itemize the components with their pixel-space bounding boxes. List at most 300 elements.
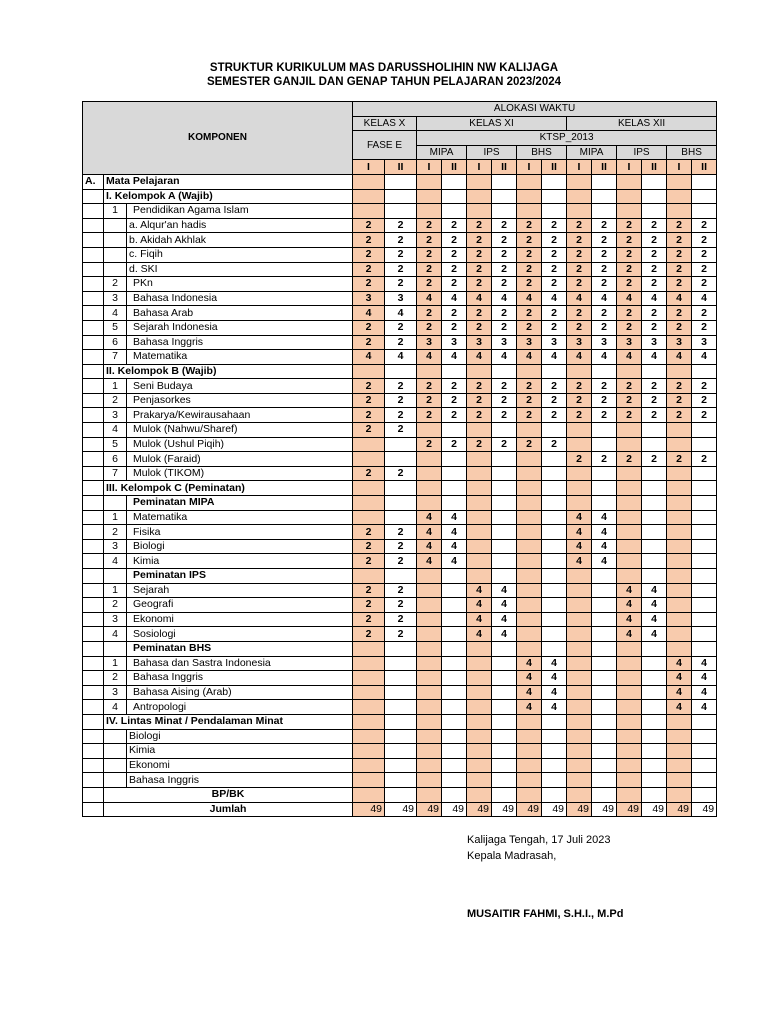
- value-cell: [692, 554, 717, 569]
- table-row: [83, 758, 717, 773]
- value-cell: 2: [467, 277, 492, 292]
- value-cell: 4: [592, 510, 617, 525]
- value-cell: 2: [667, 277, 692, 292]
- value-cell: 4: [417, 554, 442, 569]
- value-cell: 2: [353, 233, 385, 248]
- value-cell: 2: [667, 233, 692, 248]
- value-cell: [542, 525, 567, 540]
- value-cell: 2: [542, 408, 567, 423]
- value-cell: 2: [617, 320, 642, 335]
- value-cell: 2: [385, 525, 417, 540]
- row-spacer: [83, 685, 104, 700]
- jumlah-value: 49: [567, 802, 592, 817]
- value-cell: [567, 583, 592, 598]
- value-cell: [353, 204, 385, 219]
- value-cell: [442, 598, 467, 613]
- value-cell: 2: [692, 233, 717, 248]
- value-cell: 2: [467, 393, 492, 408]
- value-cell: 2: [385, 335, 417, 350]
- value-cell: [567, 641, 592, 656]
- value-cell: [592, 656, 617, 671]
- value-cell: 2: [385, 554, 417, 569]
- value-cell: [492, 758, 517, 773]
- value-cell: [467, 466, 492, 481]
- value-cell: 2: [385, 247, 417, 262]
- value-cell: 2: [385, 233, 417, 248]
- value-cell: [617, 714, 642, 729]
- row-number: 1: [104, 583, 127, 598]
- row-number: 4: [104, 700, 127, 715]
- value-cell: [692, 189, 717, 204]
- row-spacer: [83, 525, 104, 540]
- value-cell: 2: [642, 233, 667, 248]
- value-cell: 2: [517, 393, 542, 408]
- value-cell: [442, 204, 467, 219]
- value-cell: 4: [567, 350, 592, 365]
- value-cell: [417, 174, 442, 189]
- value-cell: 2: [567, 379, 592, 394]
- value-cell: [385, 452, 417, 467]
- jumlah-value: 49: [417, 802, 442, 817]
- value-cell: [542, 481, 567, 496]
- kelas-xi-header: KELAS XI: [417, 116, 567, 131]
- row-spacer: [83, 583, 104, 598]
- value-cell: [385, 700, 417, 715]
- value-cell: 2: [385, 277, 417, 292]
- row-number: [104, 218, 127, 233]
- value-cell: [692, 641, 717, 656]
- value-cell: [692, 758, 717, 773]
- value-cell: 2: [385, 539, 417, 554]
- jumlah-value: 49: [667, 802, 692, 817]
- value-cell: [492, 189, 517, 204]
- value-cell: 3: [617, 335, 642, 350]
- table-row: [83, 481, 717, 496]
- value-cell: [492, 656, 517, 671]
- value-cell: [442, 700, 467, 715]
- value-cell: [692, 204, 717, 219]
- value-cell: 4: [417, 350, 442, 365]
- row-spacer: [83, 408, 104, 423]
- row-number: 2: [104, 393, 127, 408]
- value-cell: [442, 729, 467, 744]
- value-cell: [642, 204, 667, 219]
- value-cell: 2: [467, 247, 492, 262]
- value-cell: 4: [592, 291, 617, 306]
- value-cell: 4: [492, 583, 517, 598]
- value-cell: 4: [592, 554, 617, 569]
- table-row: [83, 773, 717, 788]
- value-cell: [353, 773, 385, 788]
- value-cell: 2: [517, 218, 542, 233]
- value-cell: 2: [592, 218, 617, 233]
- value-cell: [692, 773, 717, 788]
- jumlah-value: 49: [692, 802, 717, 817]
- value-cell: 2: [353, 525, 385, 540]
- value-cell: [492, 452, 517, 467]
- value-cell: [617, 700, 642, 715]
- value-cell: 4: [692, 671, 717, 686]
- value-cell: [617, 364, 642, 379]
- program-header: IPS: [467, 145, 517, 160]
- value-cell: 2: [442, 262, 467, 277]
- value-cell: [385, 189, 417, 204]
- table-row: [83, 641, 717, 656]
- value-cell: [442, 466, 467, 481]
- value-cell: [567, 744, 592, 759]
- row-spacer: [83, 496, 104, 511]
- value-cell: [467, 496, 492, 511]
- value-cell: [385, 204, 417, 219]
- row-number: 3: [104, 612, 127, 627]
- row-label: Mulok (Ushul Piqih): [127, 437, 353, 452]
- value-cell: 4: [617, 612, 642, 627]
- value-cell: [617, 189, 642, 204]
- curriculum-table: [82, 101, 717, 817]
- value-cell: [642, 496, 667, 511]
- value-cell: 4: [442, 539, 467, 554]
- row-spacer: [83, 320, 104, 335]
- value-cell: [617, 773, 642, 788]
- value-cell: 3: [667, 335, 692, 350]
- value-cell: [642, 700, 667, 715]
- row-label: II. Kelompok B (Wajib): [104, 364, 353, 379]
- value-cell: 4: [667, 291, 692, 306]
- value-cell: [492, 525, 517, 540]
- value-cell: 2: [353, 612, 385, 627]
- value-cell: [592, 773, 617, 788]
- value-cell: [617, 525, 642, 540]
- value-cell: 2: [592, 247, 617, 262]
- value-cell: [517, 525, 542, 540]
- value-cell: 4: [642, 583, 667, 598]
- value-cell: 2: [542, 247, 567, 262]
- semester-header: I: [567, 160, 592, 175]
- value-cell: [353, 452, 385, 467]
- row-label: Antropologi: [127, 700, 353, 715]
- value-cell: [517, 627, 542, 642]
- value-cell: [442, 569, 467, 584]
- row-number: 2: [104, 525, 127, 540]
- value-cell: [492, 671, 517, 686]
- value-cell: [642, 714, 667, 729]
- value-cell: 2: [517, 379, 542, 394]
- value-cell: [592, 174, 617, 189]
- value-cell: [592, 729, 617, 744]
- row-number: 3: [104, 408, 127, 423]
- value-cell: [442, 189, 467, 204]
- value-cell: 2: [567, 218, 592, 233]
- value-cell: 2: [592, 262, 617, 277]
- value-cell: [542, 627, 567, 642]
- value-cell: [467, 641, 492, 656]
- value-cell: 2: [353, 393, 385, 408]
- value-cell: [417, 364, 442, 379]
- row-label: Mulok (TIKOM): [127, 466, 353, 481]
- table-row: [83, 671, 717, 686]
- value-cell: [517, 466, 542, 481]
- value-cell: [617, 569, 642, 584]
- value-cell: 4: [385, 350, 417, 365]
- row-label: Mata Pelajaran: [104, 174, 353, 189]
- value-cell: 2: [642, 277, 667, 292]
- value-cell: [542, 787, 567, 802]
- row-spacer: [83, 744, 104, 759]
- row-label: IV. Lintas Minat / Pendalaman Minat: [104, 714, 353, 729]
- value-cell: 4: [567, 554, 592, 569]
- value-cell: [467, 744, 492, 759]
- value-cell: [417, 496, 442, 511]
- value-cell: 4: [617, 583, 642, 598]
- value-cell: [567, 773, 592, 788]
- value-cell: [692, 423, 717, 438]
- value-cell: 2: [617, 452, 642, 467]
- value-cell: [353, 481, 385, 496]
- value-cell: [467, 758, 492, 773]
- value-cell: [617, 744, 642, 759]
- value-cell: 2: [442, 320, 467, 335]
- value-cell: [467, 539, 492, 554]
- value-cell: [617, 729, 642, 744]
- value-cell: 4: [617, 598, 642, 613]
- row-label: Kimia: [127, 744, 353, 759]
- value-cell: [417, 729, 442, 744]
- value-cell: [617, 174, 642, 189]
- value-cell: [542, 569, 567, 584]
- jumlah-value: 49: [542, 802, 567, 817]
- semester-header: II: [692, 160, 717, 175]
- value-cell: 4: [517, 291, 542, 306]
- value-cell: 4: [642, 350, 667, 365]
- row-spacer: [83, 277, 104, 292]
- value-cell: [617, 481, 642, 496]
- value-cell: 2: [353, 320, 385, 335]
- value-cell: [417, 787, 442, 802]
- row-label: Bahasa Arab: [127, 306, 353, 321]
- value-cell: [385, 729, 417, 744]
- value-cell: 4: [467, 583, 492, 598]
- value-cell: [417, 423, 442, 438]
- value-cell: 2: [492, 233, 517, 248]
- row-label: Mulok (Nahwu/Sharef): [127, 423, 353, 438]
- value-cell: [467, 714, 492, 729]
- value-cell: [467, 423, 492, 438]
- alokasi-header: ALOKASI WAKTU: [353, 102, 717, 117]
- value-cell: 2: [417, 437, 442, 452]
- value-cell: [667, 787, 692, 802]
- row-label: Peminatan BHS: [127, 641, 353, 656]
- value-cell: 2: [467, 218, 492, 233]
- value-cell: 2: [667, 320, 692, 335]
- value-cell: [567, 437, 592, 452]
- value-cell: 4: [492, 598, 517, 613]
- value-cell: 2: [567, 320, 592, 335]
- value-cell: [542, 204, 567, 219]
- row-spacer: [83, 423, 104, 438]
- value-cell: 2: [617, 262, 642, 277]
- value-cell: [417, 773, 442, 788]
- value-cell: 2: [385, 218, 417, 233]
- value-cell: [642, 656, 667, 671]
- jumlah-value: 49: [442, 802, 467, 817]
- value-cell: 4: [592, 525, 617, 540]
- value-cell: 2: [442, 233, 467, 248]
- row-number: 1: [104, 379, 127, 394]
- value-cell: [385, 714, 417, 729]
- value-cell: 4: [567, 525, 592, 540]
- semester-header: I: [467, 160, 492, 175]
- value-cell: [353, 496, 385, 511]
- row-spacer: [83, 627, 104, 642]
- value-cell: 2: [417, 320, 442, 335]
- value-cell: 2: [467, 320, 492, 335]
- value-cell: 4: [642, 291, 667, 306]
- value-cell: [667, 569, 692, 584]
- value-cell: 2: [385, 423, 417, 438]
- semester-header: II: [592, 160, 617, 175]
- value-cell: [517, 481, 542, 496]
- value-cell: 2: [417, 277, 442, 292]
- value-cell: [542, 189, 567, 204]
- value-cell: 4: [353, 350, 385, 365]
- value-cell: 2: [667, 247, 692, 262]
- value-cell: [492, 714, 517, 729]
- jumlah-value: 49: [592, 802, 617, 817]
- value-cell: 4: [642, 612, 667, 627]
- value-cell: [667, 627, 692, 642]
- table-row: [83, 350, 717, 365]
- row-number: 2: [104, 277, 127, 292]
- value-cell: [567, 729, 592, 744]
- value-cell: 4: [542, 350, 567, 365]
- value-cell: [592, 423, 617, 438]
- value-cell: 2: [667, 306, 692, 321]
- value-cell: 2: [442, 393, 467, 408]
- value-cell: [353, 437, 385, 452]
- document-title: STRUKTUR KURIKULUM MAS DARUSSHOLIHIN NW KALIJAGA: [209, 62, 559, 74]
- row-label: c. Fiqih: [127, 247, 353, 262]
- row-label: Peminatan IPS: [127, 569, 353, 584]
- row-number: 4: [104, 423, 127, 438]
- row-label: a. Alqur'an hadis: [127, 218, 353, 233]
- value-cell: 2: [492, 393, 517, 408]
- value-cell: [417, 758, 442, 773]
- value-cell: 2: [442, 408, 467, 423]
- value-cell: [567, 364, 592, 379]
- value-cell: [385, 510, 417, 525]
- value-cell: 2: [692, 306, 717, 321]
- value-cell: [442, 481, 467, 496]
- value-cell: [442, 423, 467, 438]
- row-spacer: [83, 452, 104, 467]
- value-cell: [417, 583, 442, 598]
- value-cell: 2: [692, 262, 717, 277]
- row-spacer: [83, 539, 104, 554]
- value-cell: [592, 714, 617, 729]
- value-cell: 2: [442, 218, 467, 233]
- table-row: [83, 569, 717, 584]
- value-cell: [592, 189, 617, 204]
- value-cell: 2: [692, 452, 717, 467]
- value-cell: 4: [642, 627, 667, 642]
- value-cell: [492, 554, 517, 569]
- value-cell: [442, 583, 467, 598]
- value-cell: [667, 437, 692, 452]
- row-label: Ekonomi: [127, 758, 353, 773]
- value-cell: [642, 685, 667, 700]
- table-row: [83, 320, 717, 335]
- value-cell: [442, 787, 467, 802]
- value-cell: [417, 744, 442, 759]
- row-spacer: [83, 350, 104, 365]
- row-label: Sejarah: [127, 583, 353, 598]
- value-cell: [442, 744, 467, 759]
- value-cell: [667, 364, 692, 379]
- value-cell: [353, 744, 385, 759]
- value-cell: 2: [442, 379, 467, 394]
- value-cell: 4: [417, 525, 442, 540]
- value-cell: [492, 539, 517, 554]
- value-cell: [617, 466, 642, 481]
- value-cell: [542, 364, 567, 379]
- value-cell: [642, 641, 667, 656]
- kelas-x-header: KELAS X: [353, 116, 417, 131]
- row-number: 3: [104, 685, 127, 700]
- value-cell: [592, 364, 617, 379]
- value-cell: 4: [353, 306, 385, 321]
- row-spacer: [83, 393, 104, 408]
- value-cell: [667, 773, 692, 788]
- value-cell: 2: [667, 218, 692, 233]
- value-cell: [442, 496, 467, 511]
- value-cell: [617, 787, 642, 802]
- value-cell: [692, 729, 717, 744]
- value-cell: [542, 641, 567, 656]
- value-cell: [567, 714, 592, 729]
- value-cell: 2: [492, 320, 517, 335]
- table-row: [83, 714, 717, 729]
- value-cell: 2: [442, 247, 467, 262]
- row-number: [104, 247, 127, 262]
- value-cell: [567, 598, 592, 613]
- value-cell: [642, 729, 667, 744]
- row-label: Bahasa Aising (Arab): [127, 685, 353, 700]
- value-cell: 3: [417, 335, 442, 350]
- value-cell: [517, 758, 542, 773]
- row-label: Matematika: [127, 510, 353, 525]
- table-row: [83, 306, 717, 321]
- value-cell: [617, 510, 642, 525]
- value-cell: [442, 758, 467, 773]
- value-cell: [385, 481, 417, 496]
- jumlah-value: 49: [353, 802, 385, 817]
- value-cell: 2: [592, 379, 617, 394]
- value-cell: 2: [517, 320, 542, 335]
- value-cell: 4: [467, 350, 492, 365]
- value-cell: 2: [517, 247, 542, 262]
- value-cell: [417, 700, 442, 715]
- value-cell: 4: [667, 685, 692, 700]
- program-header: BHS: [667, 145, 717, 160]
- value-cell: 2: [353, 277, 385, 292]
- value-cell: [492, 174, 517, 189]
- value-cell: [467, 773, 492, 788]
- value-cell: 2: [353, 598, 385, 613]
- row-spacer: [83, 671, 104, 686]
- jumlah-value: 49: [385, 802, 417, 817]
- value-cell: [492, 364, 517, 379]
- value-cell: [692, 437, 717, 452]
